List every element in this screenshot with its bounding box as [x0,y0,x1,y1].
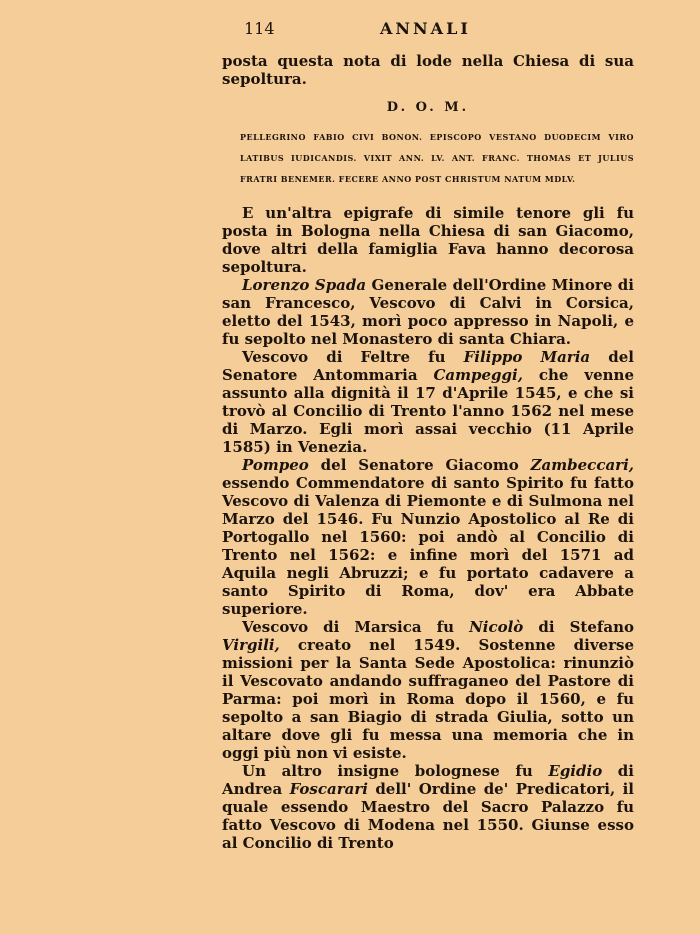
paragraph-campeggi [222,348,634,456]
epigraph-text: PELLEGRINO FABIO CIVI BONON. EPISCOPO VESTANO DUODECIM VIRO LATIBUS IUDICANDIS. VIXIT ANN. LV. ANT. FRANC. THOMAS ET JULIUS FRATRI BENEMER. FECERE ANNO POST CHRISTUM NATUM MDLV. [240,132,634,184]
page-number: 114 [244,19,275,38]
paragraph-fava: E un'altra epigrafe di simile tenore gli fu posta in Bologna nella Chiesa di san Giacomo, dove altri della famiglia Fava hanno decorosa sepoltura. [222,204,634,276]
paragraph-zambeccari [222,456,634,618]
person-surname: Virgili, [222,636,280,654]
paragraph-text: Vescovo di Marsica fu [242,618,470,636]
person-name: Filippo Maria [463,348,591,366]
person-name: Egidio [548,762,603,780]
running-title: ANNALI [380,19,471,38]
paragraph-text: che venne assunto alla dignità il 17 d'Aprile 1545, e che si trovò al Concilio di Trento l'anno 1562 nel mese di Marzo. Egli morì assai vecchio (11 Aprile 1585) in Venezia. [222,366,634,456]
person-surname: Foscarari [289,780,368,798]
paragraph-text: Un altro insigne bolognese fu [242,762,549,780]
paragraph-text: di Stefano [523,618,634,636]
paragraph-text: Generale dell'Ordine Minore di san Francesco, Vescovo di Calvi in Corsica, eletto del 1543, morì poco appresso in Napoli, e fu sepolto nel Monastero di santa Chiara. [222,276,634,348]
page-header [244,19,489,43]
person-name: Lorenzo Spada [242,276,367,294]
person-name: Pompeo [242,456,309,474]
person-surname: Campeggi, [433,366,523,384]
paragraph-text: essendo Commendatore di santo Spirito fu fatto Vescovo di Valenza di Piemonte e di Sulmona nel Marzo del 1546. Fu Nunzio Apostolico al Re di Portogallo nel 1560: poi andò al Concilio di Trento nel 1562: e infine morì del 1571 ad Aquila negli Abruzzi; e fu portato cadavere a santo Spirito di Roma, dov' era Abbate superiore. [222,474,634,618]
page-body [222,52,634,852]
paragraph-text: dell' Ordine de' Predicatori, il quale essendo Maestro del Sacro Palazzo fu fatto Vescovo di Modena nel 1550. Giunse esso al Concilio di Trento [222,780,634,852]
paragraph-text: del Senatore Antommaria [222,348,635,384]
paragraph-spada [222,276,634,348]
paragraph-text: del Senatore Giacomo [308,456,531,474]
paragraph-virgili [222,618,634,762]
person-surname: Zambeccari, [530,456,634,474]
epigraph-heading: D. O. M. [386,100,470,115]
epigraph [222,100,634,190]
paragraph-foscarari [222,762,634,852]
person-name: Nicolò [469,618,524,636]
intro-paragraph: posta questa nota di lode nella Chiesa di sua sepoltura. [222,52,634,88]
paragraph-text: creato nel 1549. Sostenne diverse missioni per la Santa Sede Apostolica: rinunziò il Vescovato andando suffraganeo del Pastore di Parma: poi morì in Roma dopo il 1560, e fu sepolto a san Biagio di strada Giulia, sotto un altare dove gli fu messa una memoria che in oggi più non vi esiste. [222,636,634,762]
paragraph-text: di Andrea [222,762,634,798]
paragraph-text: Vescovo di Feltre fu [242,348,464,366]
